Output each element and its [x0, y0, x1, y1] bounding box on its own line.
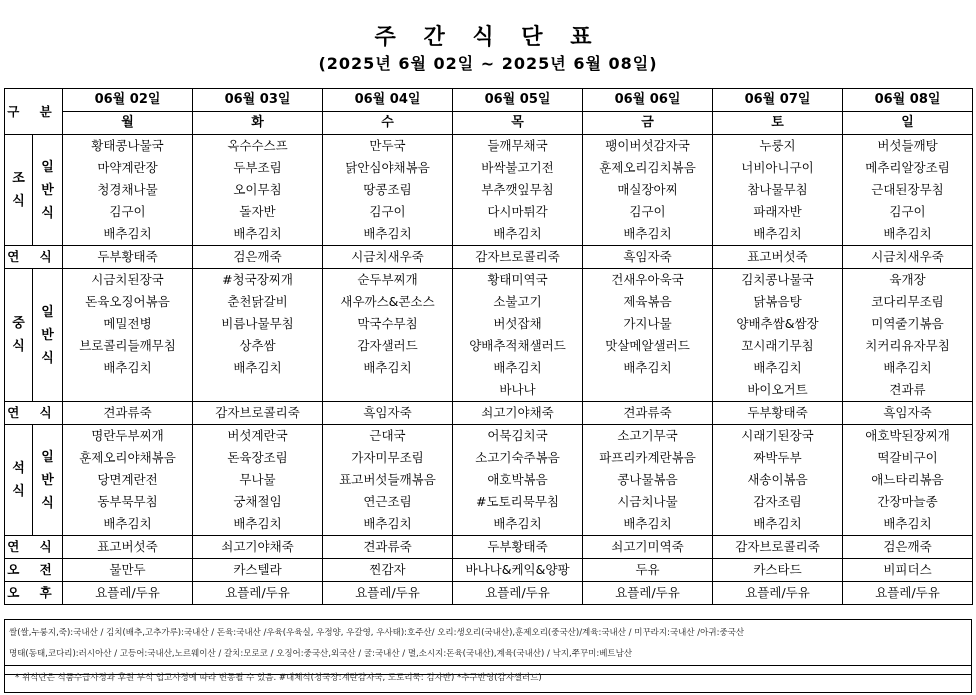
menu-item: 요플레/두유	[713, 582, 843, 605]
menu-item: 배추김치	[713, 513, 843, 536]
menu-item: 제육볶음	[583, 291, 713, 313]
menu-item: 흑임자죽	[323, 402, 453, 425]
menu-item: 견과류죽	[63, 402, 193, 425]
date-header: 06월 07일	[713, 89, 843, 112]
page-title: 주 간 식 단 표	[374, 25, 602, 50]
menu-item: 표고버섯들깨볶음	[323, 469, 453, 491]
menu-item: 김구이	[323, 201, 453, 223]
menu-item: 감자브로콜리죽	[713, 536, 843, 559]
menu-item: 바싹불고기전	[453, 157, 583, 179]
menu-item: 시금치새우죽	[323, 246, 453, 269]
menu-item: 표고버섯죽	[63, 536, 193, 559]
menu-item: 동부묵무침	[63, 491, 193, 513]
general-label-text: 일반식	[41, 449, 54, 511]
menu-item: 감자샐러드	[323, 335, 453, 357]
menu-item: 쇠고기야채죽	[193, 536, 323, 559]
menu-item: 마약계란장	[63, 157, 193, 179]
menu-item: 쇠고기미역죽	[583, 536, 713, 559]
menu-item: 떡갈비구이	[843, 447, 973, 469]
menu-item: 두유	[583, 559, 713, 582]
menu-item: 가자미무조림	[323, 447, 453, 469]
weekday-header: 화	[193, 112, 323, 135]
menu-item: 표고버섯죽	[713, 246, 843, 269]
menu-item: 김구이	[63, 201, 193, 223]
menu-item: 새우까스&콘소스	[323, 291, 453, 313]
category-header: 구 분	[5, 89, 63, 135]
menu-item: 두부황태죽	[63, 246, 193, 269]
date-header: 06월 06일	[583, 89, 713, 112]
menu-item: 애느타리볶음	[843, 469, 973, 491]
menu-item: 옥수수스프	[193, 135, 323, 158]
am-snack-label: 오 전	[5, 559, 63, 582]
menu-item: 흑임자죽	[843, 402, 973, 425]
menu-item: 닭볶음탕	[713, 291, 843, 313]
weekday-header: 금	[583, 112, 713, 135]
menu-item	[323, 379, 453, 402]
menu-item: 요플레/두유	[323, 582, 453, 605]
menu-item: 팽이버섯감자국	[583, 135, 713, 158]
menu-item: 새송이볶음	[713, 469, 843, 491]
weekday-header: 토	[713, 112, 843, 135]
menu-item: 김구이	[583, 201, 713, 223]
menu-item: 청경채나물	[63, 179, 193, 201]
weekly-menu-table	[4, 88, 973, 605]
menu-item: 배추김치	[453, 513, 583, 536]
menu-item: 육개장	[843, 269, 973, 292]
menu-item: 바이오거트	[713, 379, 843, 402]
lunch-soft-label: 연 식	[5, 402, 63, 425]
general-label	[33, 425, 63, 536]
menu-item: 견과류죽	[323, 536, 453, 559]
menu-item: 땅콩조림	[323, 179, 453, 201]
menu-item: 배추김치	[713, 357, 843, 379]
menu-item: 감자조림	[713, 491, 843, 513]
menu-item: 배추김치	[843, 357, 973, 379]
menu-item: 배추김치	[713, 223, 843, 246]
origin-line-1: 쌀(쌀,누룽지,죽):국내산 / 김치(배추,고추가루):국내산 / 돈육:국내산 /우육(우육실, 우정양, 우갈영, 우사태):호주산/ 오리:생오리(국내산),훈제오리(중국산)/계육:국내산 / 미꾸라지:국내산 /아귀:중국산	[9, 628, 745, 638]
menu-item: 찐감자	[323, 559, 453, 582]
menu-item: 견과류	[843, 379, 973, 402]
menu-item: 양배추적채샐러드	[453, 335, 583, 357]
menu-item: 시금치새우죽	[843, 246, 973, 269]
menu-item: 건새우아욱국	[583, 269, 713, 292]
menu-item: 당면계란전	[63, 469, 193, 491]
menu-item: 소불고기	[453, 291, 583, 313]
menu-item: 황태콩나물국	[63, 135, 193, 158]
menu-item: 배추김치	[193, 223, 323, 246]
menu-item: 코다리무조림	[843, 291, 973, 313]
date-header: 06월 04일	[323, 89, 453, 112]
menu-item: 배추김치	[583, 357, 713, 379]
breakfast-soft-label: 연 식	[5, 246, 63, 269]
menu-item: 배추김치	[583, 513, 713, 536]
menu-item: 배추김치	[323, 357, 453, 379]
dinner-label	[5, 425, 33, 536]
menu-item: 콩나물볶음	[583, 469, 713, 491]
notice-text: * 위식단은 식품수급사정과 후원 부식 입고사정에 따라 변동될 수 있음. #대체식(청국장:계란감자국, 도토리묵: 김자반) *추구반영(감자샐러드)	[15, 673, 542, 683]
date-header: 06월 05일	[453, 89, 583, 112]
menu-notice	[4, 665, 972, 693]
date-range: (2025년 6월 02일 ~ 2025년 6월 08일)	[318, 54, 658, 73]
menu-item: 간장마늘종	[843, 491, 973, 513]
menu-item: 흑임자죽	[583, 246, 713, 269]
menu-item: 두부황태죽	[713, 402, 843, 425]
menu-item: 연근조림	[323, 491, 453, 513]
menu-item: 가지나물	[583, 313, 713, 335]
menu-item: 견과류죽	[583, 402, 713, 425]
menu-item: 바나나&케익&양팡	[453, 559, 583, 582]
dinner-soft-label: 연 식	[5, 536, 63, 559]
menu-item: 배추김치	[63, 513, 193, 536]
menu-item: 배추김치	[583, 223, 713, 246]
menu-item: 매실장아찌	[583, 179, 713, 201]
menu-item: 비피더스	[843, 559, 973, 582]
menu-item	[583, 379, 713, 402]
menu-item: 배추김치	[63, 357, 193, 379]
menu-item: 메추리알장조림	[843, 157, 973, 179]
menu-item: 요플레/두유	[583, 582, 713, 605]
menu-item: #청국장찌개	[193, 269, 323, 292]
lunch-label-text: 중식	[12, 316, 25, 354]
menu-item: 부추깻잎무침	[453, 179, 583, 201]
general-label	[33, 135, 63, 246]
general-label	[33, 269, 63, 402]
menu-item	[63, 379, 193, 402]
menu-item: 김치콩나물국	[713, 269, 843, 292]
menu-item: 근대국	[323, 425, 453, 448]
menu-item: 배추김치	[323, 513, 453, 536]
menu-item: 양배추쌈&쌈장	[713, 313, 843, 335]
menu-item: 검은깨죽	[193, 246, 323, 269]
weekday-header: 목	[453, 112, 583, 135]
date-header: 06월 03일	[193, 89, 323, 112]
menu-item: 치커리유자무침	[843, 335, 973, 357]
menu-item: 애호박된장찌개	[843, 425, 973, 448]
date-header: 06월 08일	[843, 89, 973, 112]
weekday-header: 수	[323, 112, 453, 135]
menu-item: 물만두	[63, 559, 193, 582]
menu-item: 메밀전병	[63, 313, 193, 335]
menu-item: 버섯들깨탕	[843, 135, 973, 158]
menu-item: 두부황태죽	[453, 536, 583, 559]
menu-item: 순두부찌개	[323, 269, 453, 292]
pm-snack-label: 오 후	[5, 582, 63, 605]
date-header: 06월 02일	[63, 89, 193, 112]
breakfast-label-text: 조식	[12, 171, 25, 209]
menu-item: 두부조림	[193, 157, 323, 179]
menu-item: 배추김치	[453, 357, 583, 379]
menu-item: 김구이	[843, 201, 973, 223]
menu-item: 버섯계란국	[193, 425, 323, 448]
menu-item: 카스타드	[713, 559, 843, 582]
menu-item: 황태미역국	[453, 269, 583, 292]
menu-item: 훈제오리김치볶음	[583, 157, 713, 179]
breakfast-label	[5, 135, 33, 246]
menu-item: 돈육오징어볶음	[63, 291, 193, 313]
menu-item: 막국수무침	[323, 313, 453, 335]
menu-item: 춘천닭갈비	[193, 291, 323, 313]
menu-item: 누룽지	[713, 135, 843, 158]
menu-item: 닭안심야채볶음	[323, 157, 453, 179]
menu-item: 들깨무채국	[453, 135, 583, 158]
menu-item: 배추김치	[453, 223, 583, 246]
menu-item: 요플레/두유	[193, 582, 323, 605]
menu-item: 궁채절임	[193, 491, 323, 513]
menu-item	[193, 379, 323, 402]
menu-item: 근대된장무침	[843, 179, 973, 201]
menu-item: 쇠고기야채죽	[453, 402, 583, 425]
menu-item: 감자브로콜리죽	[193, 402, 323, 425]
menu-item: 시금치나물	[583, 491, 713, 513]
menu-item: 소고기숙주볶음	[453, 447, 583, 469]
general-label-text: 일반식	[41, 159, 54, 221]
menu-item: 파프리카계란볶음	[583, 447, 713, 469]
lunch-label	[5, 269, 33, 402]
menu-item: 바나나	[453, 379, 583, 402]
menu-item: 파래자반	[713, 201, 843, 223]
dinner-label-text: 석식	[12, 461, 25, 499]
general-label-text: 일반식	[41, 304, 54, 366]
menu-item: 배추김치	[63, 223, 193, 246]
menu-item: 배추김치	[193, 357, 323, 379]
menu-item: 명란두부찌개	[63, 425, 193, 448]
menu-item: 돈육장조림	[193, 447, 323, 469]
menu-item: 비름나물무침	[193, 313, 323, 335]
menu-item: 만두국	[323, 135, 453, 158]
menu-item: 오이무침	[193, 179, 323, 201]
menu-item: 애호박볶음	[453, 469, 583, 491]
menu-item: 시래기된장국	[713, 425, 843, 448]
menu-item: 돌자반	[193, 201, 323, 223]
menu-item: 요플레/두유	[63, 582, 193, 605]
menu-item: 어묵김치국	[453, 425, 583, 448]
menu-item: 짜박두부	[713, 447, 843, 469]
menu-item: 배추김치	[193, 513, 323, 536]
menu-item: 너비아니구이	[713, 157, 843, 179]
menu-item: 카스텔라	[193, 559, 323, 582]
menu-item: 검은깨죽	[843, 536, 973, 559]
menu-item: 상추쌈	[193, 335, 323, 357]
menu-item: 브로콜리들깨무침	[63, 335, 193, 357]
menu-item: 버섯잡채	[453, 313, 583, 335]
menu-item: 감자브로콜리죽	[453, 246, 583, 269]
menu-item: 다시마튀각	[453, 201, 583, 223]
menu-item: 배추김치	[323, 223, 453, 246]
menu-item: 요플레/두유	[453, 582, 583, 605]
menu-item: 꼬시래기무침	[713, 335, 843, 357]
menu-item: #도토리묵무침	[453, 491, 583, 513]
menu-item: 참나물무침	[713, 179, 843, 201]
menu-item: 배추김치	[843, 513, 973, 536]
menu-item: 요플레/두유	[843, 582, 973, 605]
origin-line-2: 명태(동태,코다리):러시아산 / 고등어:국내산,노르웨이산 / 갈치:모로코 / 오징어:중국산,외국산 / 굴:국내산 / 멸,소시지:돈육(국내산),계육(국내산) / 낙지,쭈꾸미:베트남산	[9, 649, 633, 659]
weekday-header: 월	[63, 112, 193, 135]
weekday-header: 일	[843, 112, 973, 135]
menu-item: 배추김치	[843, 223, 973, 246]
menu-item: 미역줄기볶음	[843, 313, 973, 335]
menu-item: 시금치된장국	[63, 269, 193, 292]
menu-item: 소고기무국	[583, 425, 713, 448]
menu-item: 맛살메알샐러드	[583, 335, 713, 357]
menu-item: 무나물	[193, 469, 323, 491]
menu-item: 훈제오리야채볶음	[63, 447, 193, 469]
